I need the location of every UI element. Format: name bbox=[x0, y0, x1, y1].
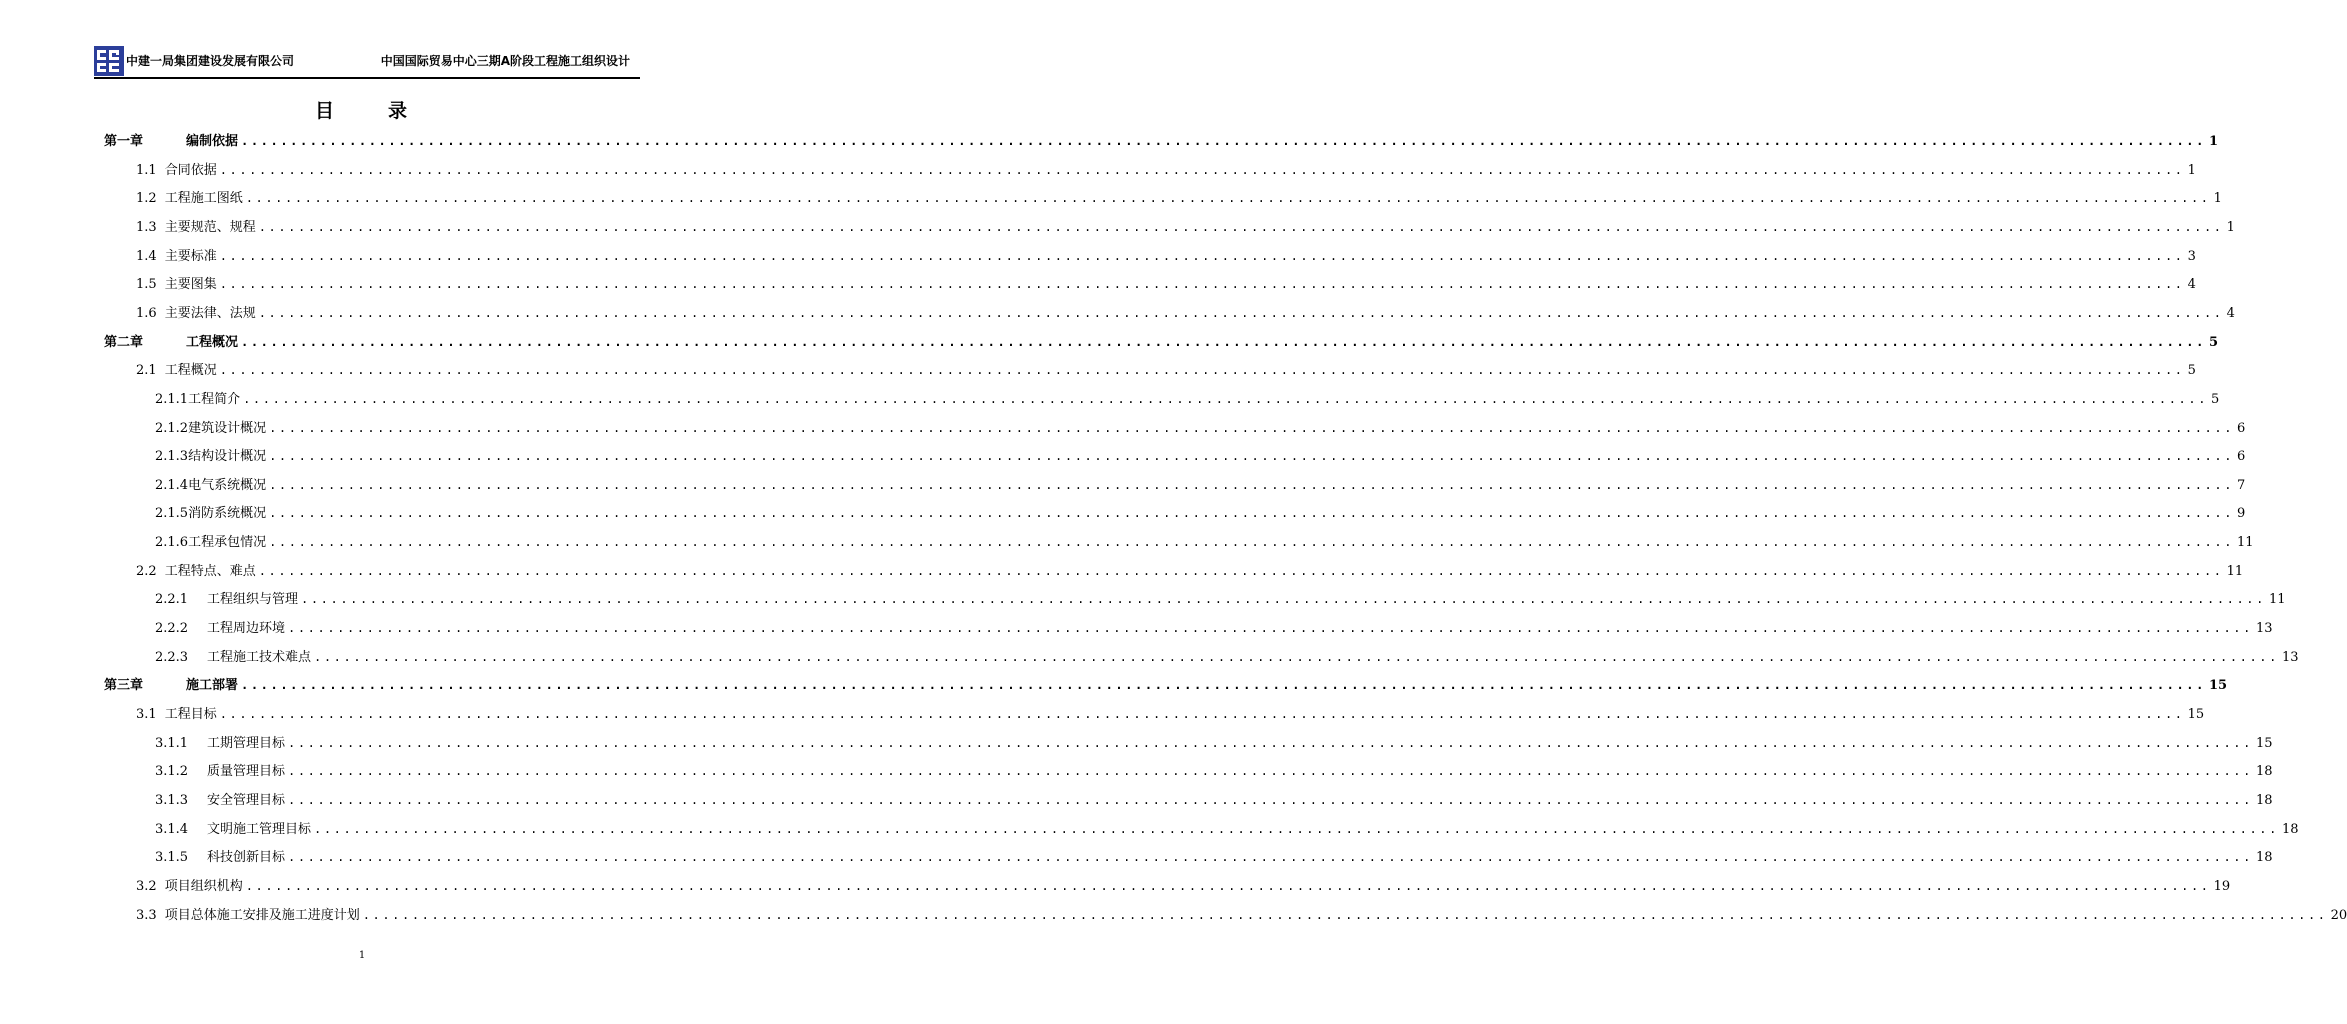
project-name: 中国国际贸易中心三期A阶段工程施工组织设计 bbox=[380, 54, 630, 68]
toc-title: 主要法律、法规 bbox=[164, 306, 256, 321]
toc-title: 工程承包情况 bbox=[188, 535, 267, 550]
toc-leader: ........................................................................................................................................................................................................ bbox=[258, 564, 2224, 578]
toc-entry[interactable] bbox=[136, 245, 2196, 265]
toc-entry[interactable] bbox=[155, 502, 2246, 522]
toc-page-number: 5 bbox=[2187, 363, 2196, 378]
toc-title: 工期管理目标 bbox=[207, 736, 286, 751]
toc-title: 项目组织机构 bbox=[164, 879, 243, 894]
toc-number: 1.5 bbox=[136, 277, 157, 292]
toc-page-number: 3 bbox=[2187, 249, 2196, 264]
toc-number: 第一章 bbox=[104, 134, 144, 149]
toc-entry[interactable] bbox=[136, 302, 2235, 322]
toc-leader: ........................................................................................................................................................................................................ bbox=[219, 163, 2185, 177]
toc-page-number: 4 bbox=[2187, 277, 2196, 292]
toc-leader: ........................................................................................................................................................................................................ bbox=[269, 535, 2235, 549]
toc-title: 主要规范、规程 bbox=[164, 220, 256, 235]
toc-page-number: 18 bbox=[2255, 764, 2273, 779]
toc-title: 编制依据 bbox=[186, 134, 239, 149]
toc-page-number: 4 bbox=[2226, 306, 2235, 321]
toc-entry[interactable] bbox=[136, 703, 2205, 723]
toc-number: 3.1 bbox=[136, 707, 157, 722]
toc-leader: ........................................................................................................................................................................................................ bbox=[288, 736, 2253, 750]
toc-title: 消防系统概况 bbox=[188, 506, 267, 521]
toc-leader: ........................................................................................................................................................................................................ bbox=[269, 449, 2235, 463]
toc-page-number: 6 bbox=[2237, 449, 2246, 464]
toc-title: 安全管理目标 bbox=[207, 793, 286, 808]
toc-number: 2.1.5 bbox=[155, 506, 189, 521]
toc-page-number: 9 bbox=[2237, 506, 2246, 521]
toc-number: 3.3 bbox=[136, 908, 157, 923]
toc-number: 1.2 bbox=[136, 191, 157, 206]
toc-leader: ........................................................................................................................................................................................................ bbox=[314, 650, 2279, 664]
toc-entry[interactable] bbox=[155, 732, 2273, 752]
toc-entry[interactable] bbox=[136, 560, 2244, 580]
toc-entry[interactable] bbox=[136, 904, 2347, 924]
toc-page-number: 19 bbox=[2213, 879, 2231, 894]
toc-leader: ........................................................................................................................................................................................................ bbox=[288, 764, 2253, 778]
toc-number: 2.2.1 bbox=[155, 592, 189, 607]
toc-entry[interactable] bbox=[155, 531, 2254, 551]
toc-title: 建筑设计概况 bbox=[188, 421, 267, 436]
toc-leader: ........................................................................................................................................................................................................ bbox=[219, 249, 2185, 263]
toc-page-number: 20 bbox=[2330, 908, 2347, 923]
toc-title: 工程简介 bbox=[188, 392, 241, 407]
toc-entry[interactable] bbox=[155, 588, 2286, 608]
toc-leader: ........................................................................................................................................................................................................ bbox=[269, 478, 2235, 492]
toc-entry[interactable] bbox=[155, 846, 2273, 866]
toc-leader: ........................................................................................................................................................................................................ bbox=[245, 879, 2211, 893]
toc-entry[interactable] bbox=[136, 159, 2196, 179]
toc-leader: ........................................................................................................................................................................................................ bbox=[288, 793, 2253, 807]
toc-title: 工程施工技术难点 bbox=[207, 650, 312, 665]
toc-number: 2.2.2 bbox=[155, 621, 189, 636]
toc-number: 2.1 bbox=[136, 363, 157, 378]
toc-page-number: 15 bbox=[2208, 678, 2228, 693]
toc-entry[interactable] bbox=[155, 474, 2246, 494]
toc-title: 合同依据 bbox=[164, 163, 217, 178]
toc-page-number: 5 bbox=[2208, 335, 2218, 350]
title-right: 录 bbox=[388, 100, 410, 122]
toc-number: 2.1.4 bbox=[155, 478, 189, 493]
toc-entry[interactable] bbox=[136, 187, 2222, 207]
toc-number: 2.1.6 bbox=[155, 535, 189, 550]
toc-page-number: 11 bbox=[2226, 564, 2244, 579]
page-number: 1 bbox=[358, 950, 366, 961]
toc-title: 电气系统概况 bbox=[188, 478, 267, 493]
toc-page-number: 6 bbox=[2237, 421, 2246, 436]
toc-number: 2.1.1 bbox=[155, 392, 189, 407]
toc-title: 工程组织与管理 bbox=[207, 592, 299, 607]
toc-page-number: 5 bbox=[2211, 392, 2220, 407]
toc-number: 1.1 bbox=[136, 163, 157, 178]
toc-leader: ........................................................................................................................................................................................................ bbox=[288, 621, 2253, 635]
toc-page-number: 11 bbox=[2237, 535, 2254, 550]
toc-title: 主要标准 bbox=[164, 249, 217, 264]
toc-chapter[interactable] bbox=[104, 130, 2218, 150]
toc-leader: ........................................................................................................................................................................................................ bbox=[241, 678, 2206, 692]
toc-entry[interactable] bbox=[155, 789, 2273, 809]
toc-page-number: 11 bbox=[2268, 592, 2286, 607]
toc-entry[interactable] bbox=[136, 216, 2235, 236]
toc-leader: ........................................................................................................................................................................................................ bbox=[258, 220, 2224, 234]
toc-number: 1.6 bbox=[136, 306, 157, 321]
toc-entry[interactable] bbox=[136, 359, 2196, 379]
toc-number: 3.1.1 bbox=[155, 736, 189, 751]
toc-title: 工程周边环境 bbox=[207, 621, 286, 636]
toc-leader: ........................................................................................................................................................................................................ bbox=[258, 306, 2224, 320]
toc-chapter[interactable] bbox=[104, 331, 2218, 351]
toc-leader: ........................................................................................................................................................................................................ bbox=[269, 506, 2235, 520]
toc-entry[interactable] bbox=[155, 388, 2220, 408]
toc-number: 2.2.3 bbox=[155, 650, 189, 665]
toc-title: 主要图集 bbox=[164, 277, 217, 292]
toc-leader: ........................................................................................................................................................................................................ bbox=[301, 592, 2266, 606]
toc-leader: ........................................................................................................................................................................................................ bbox=[288, 850, 2253, 864]
toc-entry[interactable] bbox=[155, 617, 2273, 637]
toc-title: 科技创新目标 bbox=[207, 850, 286, 865]
toc-page-number: 15 bbox=[2255, 736, 2273, 751]
toc-entry[interactable] bbox=[136, 875, 2231, 895]
toc-page-number: 1 bbox=[2213, 191, 2222, 206]
toc-title: 工程概况 bbox=[186, 335, 239, 350]
title-left: 目 bbox=[314, 100, 336, 122]
toc-page-number: 15 bbox=[2187, 707, 2205, 722]
toc-number: 1.4 bbox=[136, 249, 157, 264]
toc-title: 结构设计概况 bbox=[188, 449, 267, 464]
toc-leader: ........................................................................................................................................................................................................ bbox=[241, 335, 2206, 349]
page-header bbox=[94, 44, 640, 79]
toc-entry[interactable] bbox=[155, 760, 2273, 780]
toc-number: 2.1.3 bbox=[155, 449, 189, 464]
toc-number: 2.1.2 bbox=[155, 421, 189, 436]
toc-entry[interactable] bbox=[155, 417, 2246, 437]
toc-entry[interactable] bbox=[155, 818, 2299, 838]
toc-title: 工程概况 bbox=[164, 363, 217, 378]
toc-number: 3.1.2 bbox=[155, 764, 189, 779]
company-name: 中建一局集团建设发展有限公司 bbox=[126, 54, 295, 68]
toc-page-number: 1 bbox=[2226, 220, 2235, 235]
toc-page-number: 1 bbox=[2208, 134, 2218, 149]
toc-page-number: 7 bbox=[2237, 478, 2246, 493]
toc-number: 3.1.3 bbox=[155, 793, 189, 808]
toc-page-number: 13 bbox=[2255, 621, 2273, 636]
toc-entry[interactable] bbox=[155, 646, 2299, 666]
company-logo bbox=[94, 46, 124, 76]
toc-leader: ........................................................................................................................................................................................................ bbox=[241, 134, 2206, 148]
toc-number: 第二章 bbox=[104, 335, 144, 350]
toc-leader: ........................................................................................................................................................................................................ bbox=[243, 392, 2209, 406]
toc-number: 2.2 bbox=[136, 564, 157, 579]
toc-number: 第三章 bbox=[104, 678, 144, 693]
toc-page-number: 1 bbox=[2187, 163, 2196, 178]
toc-leader: ........................................................................................................................................................................................................ bbox=[219, 707, 2185, 721]
toc-page-number: 13 bbox=[2281, 650, 2299, 665]
page-title bbox=[0, 96, 724, 123]
toc-title: 项目总体施工安排及施工进度计划 bbox=[164, 908, 360, 923]
toc-title: 施工部署 bbox=[186, 678, 239, 693]
toc-leader: ........................................................................................................................................................................................................ bbox=[219, 363, 2185, 377]
toc-leader: ........................................................................................................................................................................................................ bbox=[219, 277, 2185, 291]
toc-number: 1.3 bbox=[136, 220, 157, 235]
toc-page-number: 18 bbox=[2255, 850, 2273, 865]
toc-entry[interactable] bbox=[155, 445, 2246, 465]
toc-number: 3.1.4 bbox=[155, 822, 189, 837]
toc-number: 3.1.5 bbox=[155, 850, 189, 865]
toc-title: 工程目标 bbox=[164, 707, 217, 722]
toc-title: 工程特点、难点 bbox=[164, 564, 256, 579]
toc-page-number: 18 bbox=[2255, 793, 2273, 808]
toc-title: 文明施工管理目标 bbox=[207, 822, 312, 837]
toc-title: 质量管理目标 bbox=[207, 764, 286, 779]
toc-leader: ........................................................................................................................................................................................................ bbox=[362, 908, 2328, 922]
toc-number: 3.2 bbox=[136, 879, 157, 894]
toc-chapter[interactable] bbox=[104, 674, 2228, 694]
toc-leader: ........................................................................................................................................................................................................ bbox=[245, 191, 2211, 205]
toc-page-number: 18 bbox=[2281, 822, 2299, 837]
toc-title: 工程施工图纸 bbox=[164, 191, 243, 206]
toc-entry[interactable] bbox=[136, 273, 2196, 293]
toc-leader: ........................................................................................................................................................................................................ bbox=[269, 421, 2235, 435]
toc-leader: ........................................................................................................................................................................................................ bbox=[314, 822, 2279, 836]
